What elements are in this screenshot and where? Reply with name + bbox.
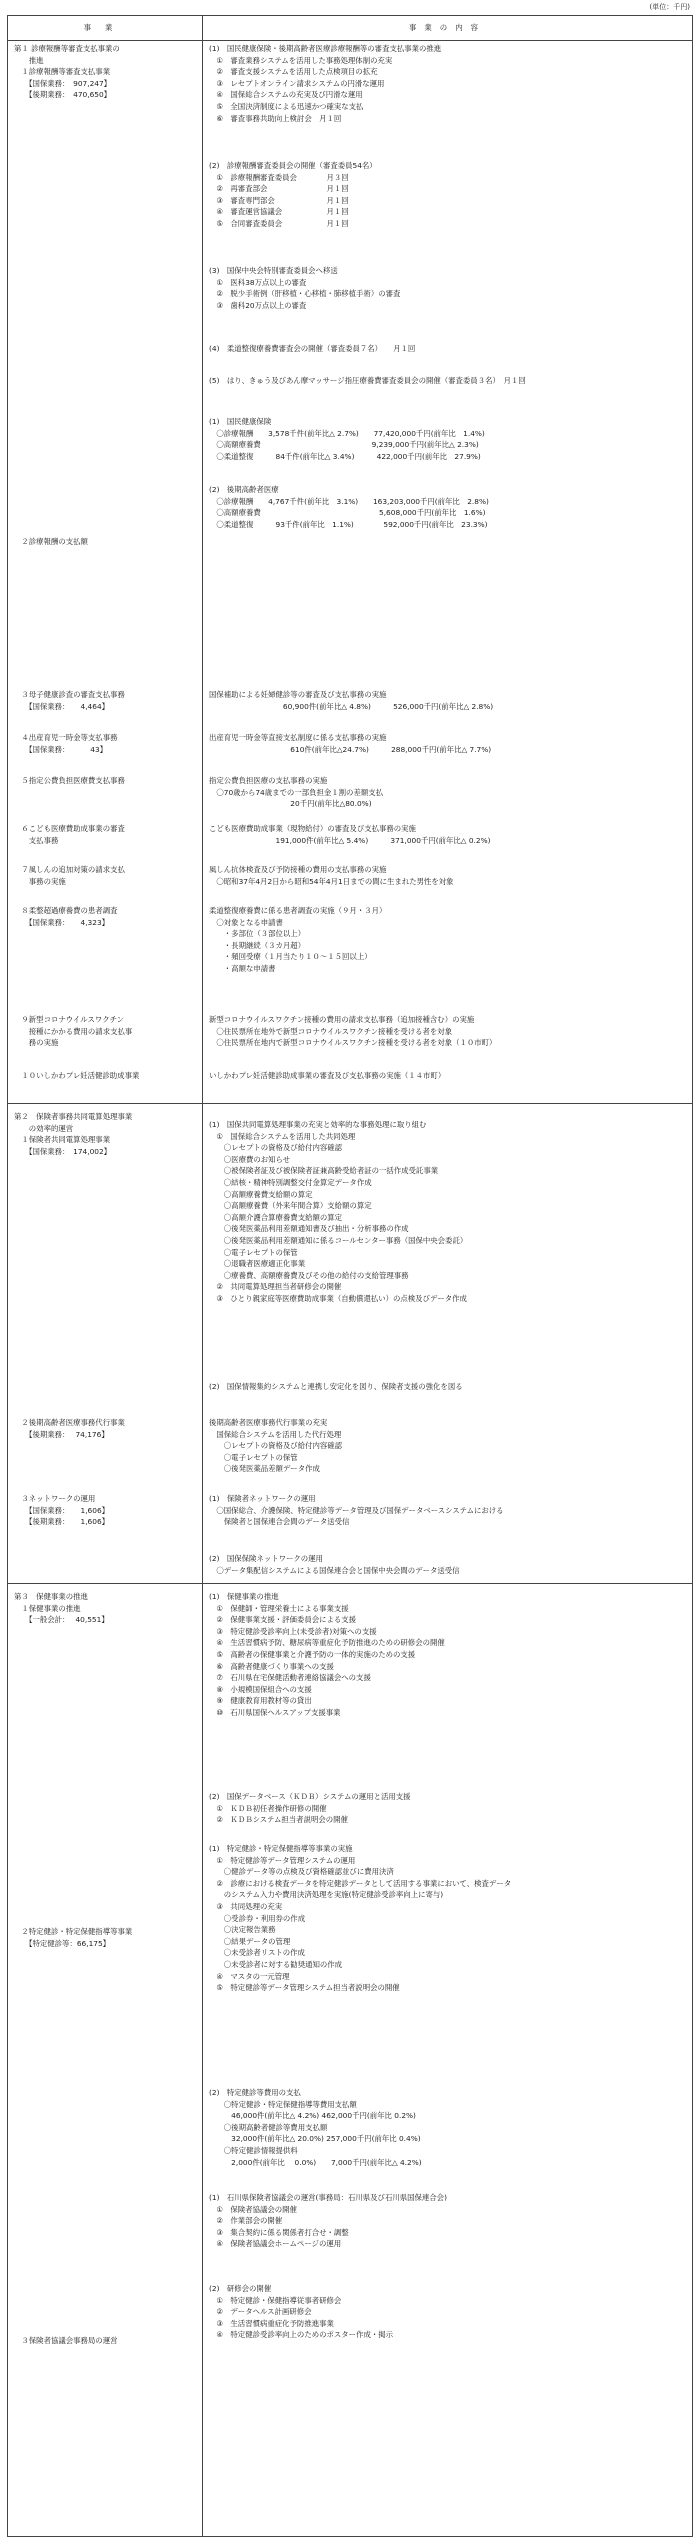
- text-line: ④ 特定健診受診率向上のためのポスター作成・掲示: [209, 2330, 394, 2340]
- text-line: 〇電子レセプトの保管: [209, 1452, 298, 1462]
- text-line: 〇データ集配信システムによる国保連合会と国保中央会間のデータ送受信: [209, 1565, 460, 1575]
- text-line: ⑤ 高齢者の保健事業と介護予防の一体的実施のための支援: [209, 1649, 416, 1659]
- text-line: ② 保健事業支援・評価委員会による支援: [209, 1615, 357, 1625]
- text-line: 〇被保険者証及び被保険者証兼高齢受給者証の一括作成受託事業: [209, 1166, 439, 1176]
- text-line: 【国保業務： 174,002】: [14, 1146, 112, 1156]
- text-line: ① 保険者協議会の開催: [209, 2204, 297, 2214]
- text-line: 【国保業務： 4,464】: [14, 701, 110, 711]
- text-line: ４出産育児一時金等支払事務: [14, 733, 118, 742]
- text-line: 20千円(前年比△80.0%): [209, 799, 372, 809]
- text-line: 〇高額療養費支給額の算定: [209, 1189, 313, 1199]
- text-line: 務の実施: [14, 1038, 59, 1048]
- text-line: 〇診療報酬 4,767千件(前年比 3.1%) 163,203,000千円(前年比 2.8%): [209, 496, 489, 506]
- text-line: 指定公費負担医療の支払事務の実施: [209, 776, 328, 785]
- text-line: 〇住民票所在地内で新型コロナウイルスワクチン接種を受ける者を対象（１０市町）: [209, 1038, 497, 1048]
- unit-note: (単位：千円): [649, 3, 690, 11]
- business-item: [14, 1070, 198, 1082]
- business-item: [14, 1014, 198, 1049]
- text-line: (1) 国民健康保険・後期高齢者医療診療報酬等の審査支払事業の推進: [209, 44, 442, 53]
- text-line: 【特定健診等：66,175】: [14, 1938, 111, 1948]
- text-line: ⑦ 石川県在宅保健活動者連絡協議会への支援: [209, 1673, 371, 1683]
- business-item: [14, 1591, 198, 1626]
- text-line: 出産育児一時金等直接支払制度に係る支払事務の実施: [209, 733, 387, 742]
- business-item: [14, 536, 198, 548]
- text-line: ④ 生活習慣病予防、糖尿病等重症化予防推進のための研修会の開催: [209, 1638, 445, 1648]
- text-line: ⑥ 高齢者健康づくり事業への支援: [209, 1661, 334, 1671]
- content-block: [209, 2087, 689, 2168]
- content-block: [209, 864, 689, 887]
- content-block: [209, 775, 689, 810]
- text-line: 〇診療報酬 3,578千件(前年比△ 2.7%) 77,420,000千円(前年比 1.4%): [209, 428, 485, 438]
- text-line: ③ ひとり親家庭等医療費助成事業（自動償還払い）の点検及びデータ作成: [209, 1293, 467, 1303]
- text-line: 【国保業務： 1,606】: [14, 1505, 110, 1515]
- business-item: [14, 689, 198, 712]
- section-separator: [8, 1583, 692, 1584]
- text-line: ２後期高齢者医療事務代行事業: [14, 1418, 125, 1427]
- business-item: [14, 823, 198, 846]
- text-line: 風しん抗体検査及び予防接種の費用の支払事務の実施: [209, 865, 387, 874]
- text-line: ② ＫＤＢシステム担当者説明会の開催: [209, 1815, 348, 1825]
- text-line: ③ 生活習慣病重症化予防推進事業: [209, 2318, 334, 2328]
- text-line: 〇国保総合、介護保険、特定健診等データ管理及び国保データベースシステムにおける: [209, 1505, 504, 1515]
- text-line: 【国保業務： 4,323】: [14, 917, 110, 927]
- text-line: １保険者共同電算処理事業: [14, 1135, 111, 1145]
- text-line: 46,000件(前年比△ 4.2%) 462,000千円(前年比 0.2%): [209, 2111, 416, 2121]
- text-line: ⑤ 全国決済制度による迅速かつ確実な支払: [209, 101, 364, 111]
- business-item: [14, 1111, 198, 1157]
- content-block: [209, 416, 689, 462]
- text-line: (1) 国保共同電算処理事業の充実と効率的な事務処理に取り組む: [209, 1120, 427, 1129]
- text-line: 【後期業務： 74,176】: [14, 1429, 109, 1439]
- content-block: [209, 1119, 689, 1305]
- business-item: [14, 1493, 198, 1528]
- column-divider: [202, 16, 203, 2536]
- text-line: 支払事務: [14, 835, 59, 845]
- text-line: ２特定健診・特定保健指導等事業: [14, 1927, 133, 1936]
- text-line: (2) 国保保険ネットワークの運用: [209, 1554, 323, 1563]
- text-line: (1) 特定健診・特定保健指導等事業の実施: [209, 1844, 353, 1853]
- text-line: 〇70歳から74歳までの一部負担金１割の差額支払: [209, 787, 384, 797]
- text-line: ④ 審査運営協議会 月１回: [209, 207, 349, 217]
- text-line: (1) 保険者ネットワークの運用: [209, 1494, 316, 1503]
- text-line: ・高額な申請書: [209, 963, 276, 973]
- text-line: ① 医科38万点以上の審査: [209, 277, 307, 287]
- text-line: ④ マスタの一元管理: [209, 1971, 290, 1981]
- content-block: [209, 823, 689, 846]
- text-line: いしかわプレ妊活健診助成事業の審査及び支払事務の実施（１４市町）: [209, 1071, 446, 1080]
- text-line: 〇電子レセプトの保管: [209, 1247, 298, 1257]
- text-line: 〇未受診者リストの作成: [209, 1948, 305, 1958]
- text-line: ④ 国保総合システムの充実及び円滑な運用: [209, 90, 363, 100]
- text-line: 〇柔道整復 93千件(前年比 1.1%) 592,000千円(前年比 23.3%): [209, 519, 488, 529]
- business-table: [7, 15, 693, 2537]
- text-line: (5) はり、きゅう及びあん摩マッサージ指圧療養費審査委員会の開催（審査委員３名） 月１回: [209, 376, 526, 385]
- content-block: [209, 1843, 689, 1994]
- text-line: ３保険者協議会事務局の運営: [14, 2336, 118, 2345]
- text-line: 〇高額療養費 5,608,000千円(前年比 1.6%): [209, 508, 486, 518]
- text-line: １保健事業の推進: [14, 1603, 81, 1613]
- text-line: ⑤ 合同審査委員会 月１回: [209, 218, 349, 228]
- text-line: ② 審査支援システムを活用した点検項目の拡充: [209, 67, 378, 77]
- content-block: [209, 2283, 689, 2341]
- text-line: 推進: [14, 55, 44, 65]
- text-line: こども医療費助成事業（現物給付）の審査及び支払事務の実施: [209, 824, 416, 833]
- text-line: ② 再審査部会 月１回: [209, 184, 349, 194]
- content-block: [209, 1417, 689, 1475]
- text-line: (2) 国保情報集約システムと連携し安定化を図り、保険者支援の強化を図る: [209, 1382, 463, 1391]
- text-line: ３母子健康診査の審査支払事務: [14, 690, 125, 699]
- text-line: ２診療報酬の支払額: [14, 537, 88, 546]
- content-block: [209, 1553, 689, 1576]
- text-line: ③ 集合契約に係る関係者打合せ・調整: [209, 2227, 349, 2237]
- business-item: [14, 905, 198, 928]
- text-line: 〇健診データ等の点検及び資格確認並びに費用決済: [209, 1867, 394, 1877]
- text-line: (4) 柔道整復療養費審査会の開催（審査委員７名） 月１回: [209, 344, 416, 353]
- business-item: [14, 732, 198, 755]
- content-block: [209, 1381, 689, 1393]
- text-line: ・長期継続（３カ月超）: [209, 940, 306, 950]
- text-line: ３ネットワークの運用: [14, 1494, 96, 1503]
- text-line: ① 保健師・管理栄養士による事業支援: [209, 1603, 349, 1613]
- business-item: [14, 1417, 198, 1440]
- text-line: ① 特定健診等データ管理システムの運用: [209, 1855, 356, 1865]
- text-line: 〇特定健診情報提供料: [209, 2145, 298, 2155]
- text-line: ⑧ 小規模国保組合への支援: [209, 1684, 312, 1694]
- text-line: 事務の実施: [14, 876, 66, 886]
- business-item: [14, 1926, 198, 1949]
- text-line: (2) 研修会の開催: [209, 2284, 272, 2293]
- content-block: [209, 484, 689, 530]
- text-line: 保険者と国保連合会間のデータ送受信: [209, 1517, 350, 1527]
- text-line: 〇レセプトの資格及び給付内容確認: [209, 1441, 343, 1451]
- text-line: 191,000件(前年比△ 5.4%) 371,000千円(前年比△ 0.2%): [209, 835, 491, 845]
- content-block: [209, 265, 689, 311]
- text-line: 〇高額療養費（外来年間合算）支給額の算定: [209, 1201, 372, 1211]
- business-item: [14, 43, 198, 101]
- text-line: 国保総合システムを活用した代行処理: [209, 1429, 342, 1439]
- text-line: 〇高額介護合算療養費支給額の算定: [209, 1212, 343, 1222]
- content-block: [209, 689, 689, 712]
- text-line: のシステム入力や費用決済処理を実施(特定健診受診率向上に寄与): [209, 1890, 444, 1900]
- text-line: 〇柔道整復 84千件(前年比△ 3.4%) 422,000千円(前年比 27.9%): [209, 451, 481, 461]
- text-line: 〇住民票所在地外で新型コロナウイルスワクチン接種を受ける者を対象: [209, 1026, 453, 1036]
- text-line: (1) 保健事業の推進: [209, 1592, 279, 1601]
- text-line: 接種にかかる費用の請求支払事: [14, 1026, 133, 1036]
- text-line: 第２ 保険者事務共同電算処理事業: [14, 1112, 133, 1121]
- text-line: 〇後発医薬品利用差額通知に係るコールセンター事務（国保中央会委託）: [209, 1235, 468, 1245]
- text-line: の効率的運営: [14, 1123, 74, 1133]
- text-line: 後期高齢者医療事務代行事業の充実: [209, 1418, 328, 1427]
- content-block: [209, 1493, 689, 1528]
- content-block: [209, 1070, 689, 1082]
- text-line: ⑥ 審査事務共助向上検討会 月１回: [209, 113, 342, 123]
- text-line: ① 審査業務システムを活用した事務処理体制の充実: [209, 55, 393, 65]
- text-line: (1) 国民健康保険: [209, 417, 272, 426]
- text-line: ・多部位（３部位以上）: [209, 929, 306, 939]
- text-line: 柔道整復療養費に係る患者調査の実施（９月・３月）: [209, 906, 387, 915]
- text-line: ② 作業部会の開催: [209, 2216, 283, 2226]
- text-line: 【国保業務： 907,247】: [14, 78, 112, 88]
- text-line: 【後期業務： 470,650】: [14, 90, 112, 100]
- text-line: 〇レセプトの資格及び給付内容確認: [209, 1143, 343, 1153]
- text-line: 2,000件(前年比 0.0%) 7,000千円(前年比△ 4.2%): [209, 2157, 422, 2167]
- text-line: ③ 審査専門部会 月１回: [209, 195, 349, 205]
- text-line: 〇結果データの管理: [209, 1936, 291, 1946]
- text-line: ② 脱少手術例（肝移植・心移植・肺移植手術）の審査: [209, 289, 401, 299]
- text-line: ③ レセプトオンライン請求システムの円滑な運用: [209, 78, 385, 88]
- text-line: (1) 石川県保険者協議会の運営(事務局：石川県及び石川県国保連合会): [209, 2193, 447, 2202]
- text-line: 【一般会計： 40,551】: [14, 1615, 109, 1625]
- header-content: 事業の内容: [409, 23, 486, 32]
- text-line: ③ 特定健診受診率向上(未受診者)対策への支援: [209, 1626, 377, 1636]
- text-line: ８柔整超過療養費の患者調査: [14, 906, 118, 915]
- text-line: 60,900件(前年比△ 4.8%) 526,000千円(前年比△ 2.8%): [209, 701, 494, 711]
- content-block: [209, 160, 689, 230]
- text-line: ① 診療報酬審査委員会 月３回: [209, 172, 349, 182]
- content-block: [209, 1791, 689, 1826]
- text-line: (2) 特定健診等費用の支払: [209, 2088, 301, 2097]
- business-item: [14, 864, 198, 887]
- text-line: 第３ 保健事業の推進: [14, 1592, 88, 1601]
- content-block: [209, 375, 689, 387]
- content-block: [209, 343, 689, 355]
- text-line: 【後期業務： 1,606】: [14, 1517, 110, 1527]
- text-line: ① ＫＤＢ初任者操作研修の開催: [209, 1803, 327, 1813]
- text-line: 〇後発医薬品差額データ作成: [209, 1464, 320, 1474]
- text-line: ② 共同電算処理担当者研修会の開催: [209, 1282, 342, 1292]
- content-block: [209, 43, 689, 124]
- section-separator: [8, 1103, 692, 1104]
- text-line: ７風しんの追加対策の請求支払: [14, 865, 125, 874]
- text-line: ④ 保険者協議会ホームページの運用: [209, 2239, 342, 2249]
- text-line: 第１ 診療報酬等審査支払事業の: [14, 44, 120, 53]
- text-line: ９新型コロナウイルスワクチン: [14, 1015, 125, 1024]
- text-line: 【国保業務： 43】: [14, 744, 108, 754]
- business-item: [14, 775, 198, 787]
- text-line: １０いしかわプレ妊活健診助成事業: [14, 1071, 140, 1080]
- content-block: [209, 905, 689, 975]
- header-business: 事業: [83, 23, 127, 32]
- text-line: 〇後期高齢者健診等費用支払額: [209, 2122, 328, 2132]
- text-line: 〇高額療養費 9,239,000千円(前年比△ 2.3%): [209, 440, 479, 450]
- text-line: ⑩ 石川県国保ヘルスアップ支援事業: [209, 1707, 341, 1717]
- business-item: [14, 2335, 198, 2347]
- text-line: ・頻回受療（１月当たり１０～１５回以上）: [209, 952, 372, 962]
- content-block: [209, 2192, 689, 2250]
- content-block: [209, 1014, 689, 1049]
- text-line: (2) 国保データベース（ＫＤＢ）システムの運用と活用支援: [209, 1792, 411, 1801]
- text-line: ６こども医療費助成事業の審査: [14, 824, 125, 833]
- text-line: 〇未受診者に対する勧奨通知の作成: [209, 1959, 343, 1969]
- text-line: (2) 診療報酬審査委員会の開催（審査委員54名）: [209, 161, 377, 170]
- text-line: ② データヘルス計画研修会: [209, 2307, 312, 2317]
- text-line: ① 特定健診・保健指導従事者研修会: [209, 2295, 342, 2305]
- text-line: 〇退職者医療適正化事業: [209, 1259, 306, 1269]
- text-line: ② 診療における検査データを特定健診データとして活用する事業において、検査データ: [209, 1878, 512, 1888]
- text-line: ③ 共同処理の充実: [209, 1901, 283, 1911]
- text-line: 610件(前年比△24.7%) 288,000千円(前年比△ 7.7%): [209, 744, 492, 754]
- text-line: 〇療養費、高額療養費及びその他の給付の支給管理事務: [209, 1270, 409, 1280]
- text-line: ５指定公費負担医療費支払事務: [14, 776, 125, 785]
- text-line: ⑤ 特定健診等データ管理システム担当者説明会の開催: [209, 1983, 400, 1993]
- table-header: [8, 16, 692, 41]
- text-line: １診療報酬等審査支払事業: [14, 67, 111, 77]
- content-block: [209, 732, 689, 755]
- text-line: ⑨ 健康教育用教材等の貸出: [209, 1696, 312, 1706]
- text-line: 〇結核・精神特別調整交付金算定データ作成: [209, 1177, 372, 1187]
- text-line: (3) 国保中央会特別審査委員会へ移送: [209, 266, 338, 275]
- text-line: (2) 後期高齢者医療: [209, 485, 279, 494]
- text-line: ① 国保総合システムを活用した共同処理: [209, 1131, 356, 1141]
- text-line: 新型コロナウイルスワクチン接種の費用の請求支払事務（追加接種含む）の実施: [209, 1015, 475, 1024]
- text-line: 〇対象となる申請書: [209, 917, 283, 927]
- text-line: 国保補助による妊婦健診等の審査及び支払事務の実施: [209, 690, 387, 699]
- text-line: 〇後発医薬品利用差額通知書及び抽出・分析事務の作成: [209, 1224, 409, 1234]
- text-line: 〇昭和37年4月2日から昭和54年4月1日までの間に生まれた男性を対象: [209, 876, 454, 886]
- content-block: [209, 1591, 689, 1719]
- text-line: 32,000件(前年比△ 20.0%) 257,000千円(前年比 0.4%): [209, 2134, 421, 2144]
- text-line: 〇特定健診・特定保健指導等費用支払額: [209, 2099, 357, 2109]
- text-line: 〇決定報告業務: [209, 1925, 276, 1935]
- text-line: 〇医療費のお知らせ: [209, 1154, 291, 1164]
- text-line: ③ 歯科20万点以上の審査: [209, 300, 307, 310]
- text-line: 〇受診券・利用券の作成: [209, 1913, 306, 1923]
